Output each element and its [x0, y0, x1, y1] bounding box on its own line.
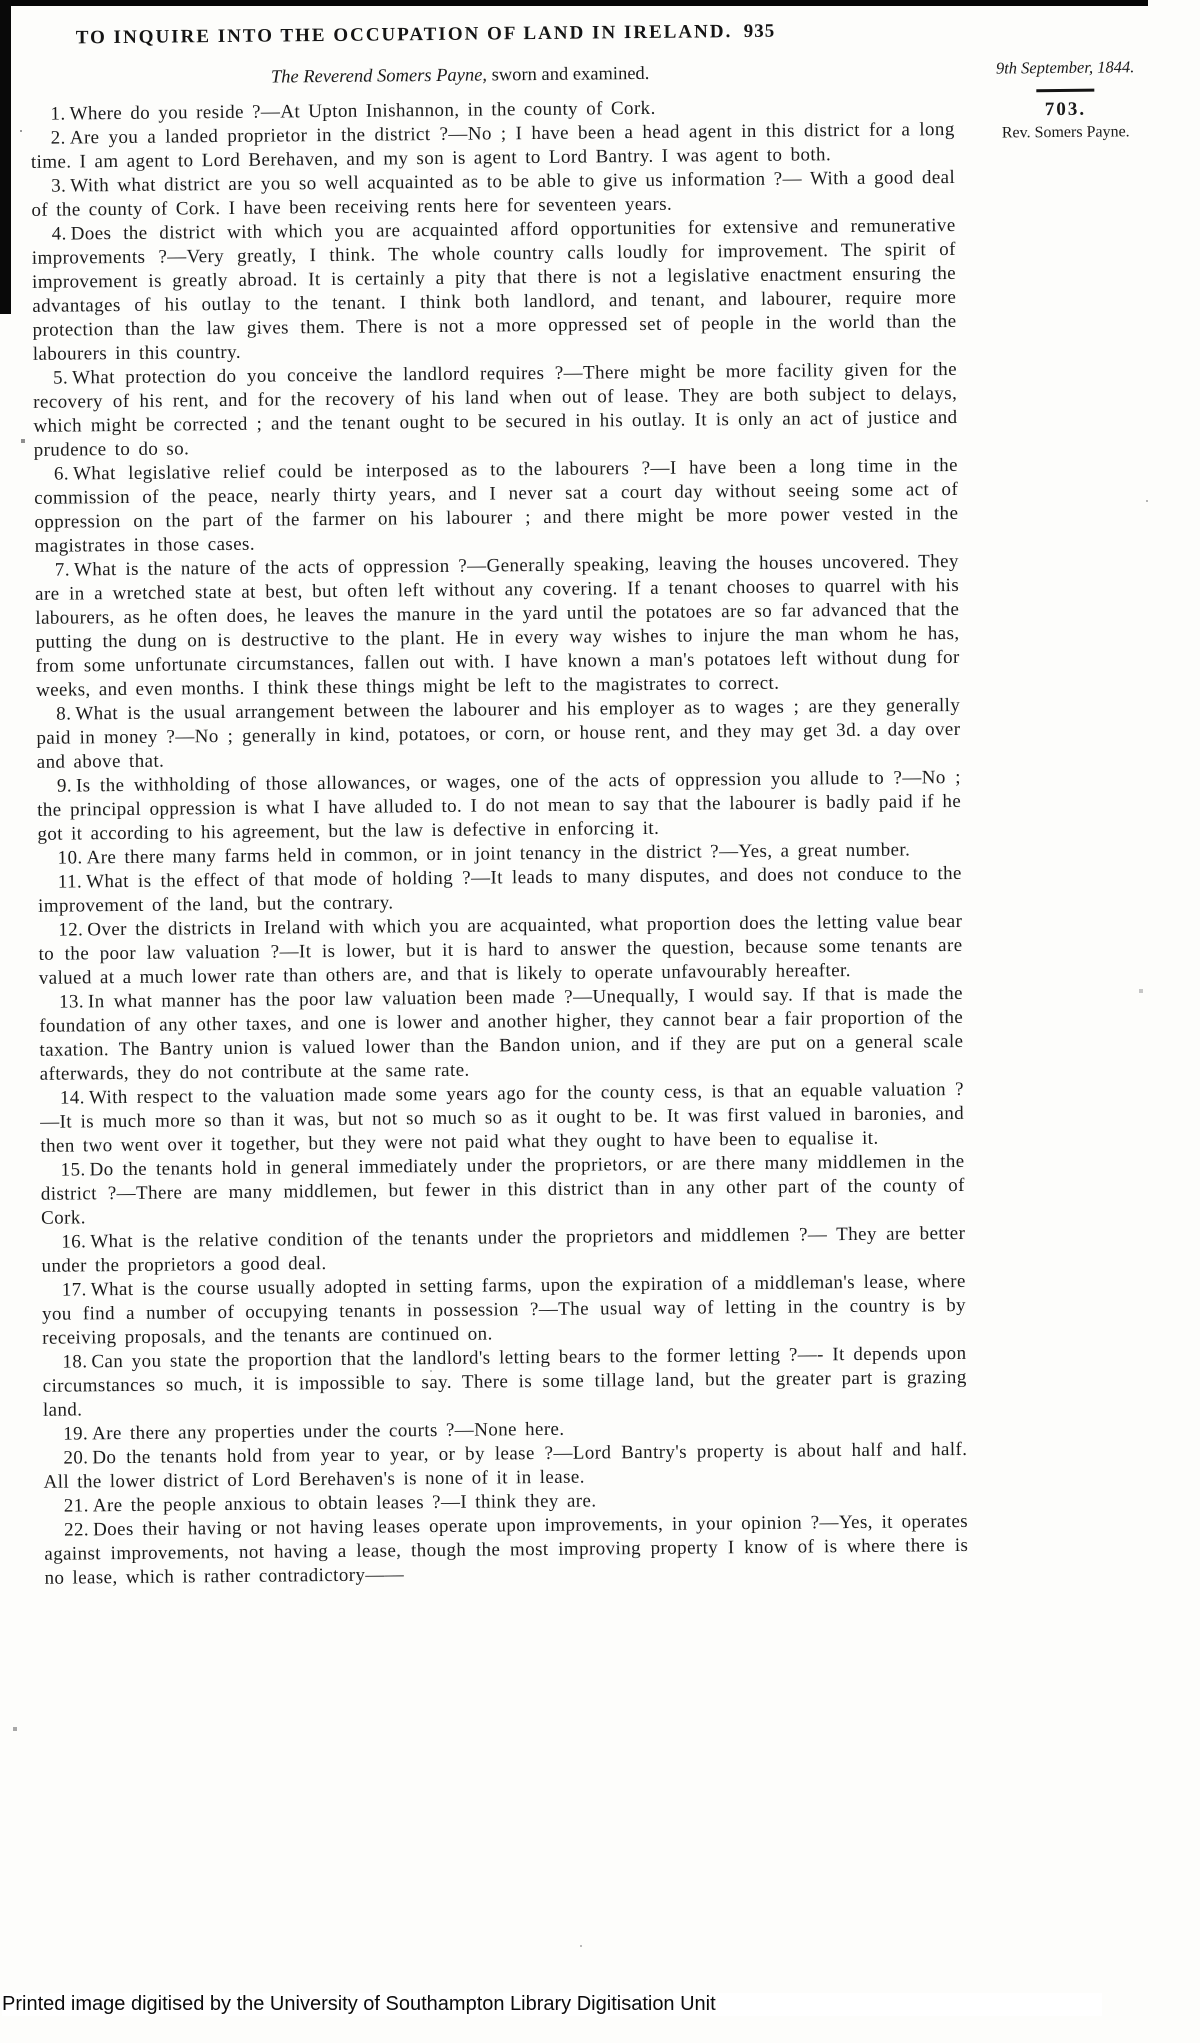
- qa-number: 16.: [61, 1231, 87, 1253]
- qa-text: Do the tenants hold from year to year, or by lease ?—Lord Bantry's property is about half and half. All the lower district of Lord Berehaven's is none of it in lease.: [43, 1438, 968, 1493]
- qa-text: Over the districts in Ireland with which you are acquainted, what proportion does the letting value bear to the poor law valuation ?—It is lower, but it is hard to answer the question, because some tenants are valued at a much lower rate than others are, and that is likely to operate unfavourably hereafter.: [38, 910, 963, 989]
- qa-number: 8.: [56, 703, 72, 725]
- qa-number: 15.: [60, 1159, 86, 1181]
- qa-item: [38, 910, 963, 991]
- witness-heading: [30, 62, 890, 91]
- qa-number: 18.: [62, 1351, 88, 1373]
- qa-number: 21.: [63, 1495, 89, 1517]
- qa-text: With respect to the valuation made some years ago for the county cess, is that an equable valuation ?—It is much more so than it was, but not so much so as it ought to be. It was first valued in baronies, and then two went over it together, but they were not paid what they ought to have been to equalise it.: [40, 1078, 965, 1157]
- qa-number: 14.: [59, 1087, 85, 1109]
- qa-item: [42, 1270, 967, 1351]
- qa-text: Are you a landed proprietor in the district ?—No ; I have been a head agent in this district for a long time. I am agent to Lord Berehaven, and my son is agent to Lord Bantry. I was agent to both.: [30, 118, 955, 173]
- qa-item: [33, 358, 958, 463]
- qa-text: With what district are you so well acquainted as to be able to give us information ?— With a good deal of the county of Cork. I have been receiving rents here for seventeen years.: [31, 166, 956, 221]
- qa-item: [36, 694, 961, 775]
- qa-number: 2.: [50, 127, 66, 149]
- qa-number: 20.: [63, 1447, 89, 1469]
- qa-text: Does the district with which you are acquainted afford opportunities for extensive and remunerative improvements ?—Very greatly, I think. The whole country calls loudly for improvement. The spirit of improvement is greatly abroad. It is certainly a pity that there is not a legislative enactment ensuring the advantages of his outlay to the tenant. I think both landlord, and tenant, and labourer, require more protection than the law gives them. There is not a more oppressed set of people in the world than the labourers in this country.: [31, 214, 957, 365]
- qa-text: What legislative relief could be interposed as to the labourers ?—I have been a long time in the commission of the peace, nearly thirty years, and I never sat a court day without seeing some act of oppression on the part of the farmer on his labourer ; and there might be more power vested in the magistrates in those cases.: [34, 454, 959, 557]
- qa-item: [44, 1510, 969, 1591]
- qa-item: [37, 766, 962, 847]
- qa-number: 9.: [56, 775, 73, 797]
- qa-item: [40, 1078, 965, 1159]
- qa-number: 10.: [57, 847, 83, 869]
- qa-number: 17.: [61, 1279, 87, 1301]
- qa-text: What is the nature of the acts of oppression ?—Generally speaking, leaving the houses uncovered. They are in a wretched state at best, but often left without any covering. If a tenant chooses to quarrel with his labourers, as he often does, he leaves the manure in the yard until the potatoes are so far advanced that the putting the dung on is destructive to the plant. He in every way wishes to injure the man whom he has, from some unfortunate circumstances, fallen out with. I have known a man's potatoes left without dung for weeks, and even months. I think these things might be left to the magistrates to correct.: [35, 550, 960, 701]
- qa-text: What is the relative condition of the tenants under the proprietors and middlemen ?— They are better under the proprietors a good deal.: [41, 1222, 966, 1277]
- qa-text: What is the course usually adopted in setting farms, upon the expiration of a middleman's lease, where you find a number of occupying tenants in possession ?—The usual way of letting in the country is by receiving proposals, and the tenants are continued on.: [41, 1270, 967, 1349]
- qa-text: Are there many farms held in common, or in joint tenancy in the district ?—Yes, a great number.: [86, 839, 911, 869]
- qa-number: 12.: [58, 919, 84, 941]
- margin-note: [962, 57, 1169, 143]
- qa-text: What is the usual arrangement between the labourer and his employer as to wages ; are they generally paid in money ?—No ; generally in kind, potatoes, or corn, or house rent, and they may get 3d. a day over and above that.: [36, 694, 961, 773]
- margin-reference-number: 703.: [1044, 98, 1087, 121]
- qa-number: 3.: [51, 175, 67, 197]
- margin-rule: [1036, 89, 1094, 93]
- qa-number: 5.: [52, 367, 69, 389]
- qa-item: [41, 1150, 966, 1231]
- qa-number: 13.: [58, 991, 85, 1013]
- witness-heading-rest: sworn and examined.: [486, 63, 650, 86]
- margin-date: 9th September, 1844.: [995, 57, 1135, 78]
- qa-number: 4.: [51, 223, 67, 245]
- qa-item: [35, 550, 960, 703]
- qa-text: Where do you reside ?—At Upton Inishannon, in the county of Cork.: [69, 97, 656, 125]
- qa-text: Does their having or not having leases operate upon improvements, in your opinion ?—Yes, it operates against improvements, not having a lease, though the most improving property I know of is where there is no lease, which is rather contradictory——: [44, 1510, 969, 1589]
- qa-number: 6.: [53, 463, 70, 485]
- margin-witness-name: Rev. Somers Payne.: [1001, 123, 1130, 142]
- qa-text: Can you state the proportion that the landlord's letting bears to the former letting ?—- It depends upon circumstances so much, it is impossible to say. There is some tillage land, but the greater part is grazing land.: [42, 1342, 967, 1421]
- qa-number: 11.: [57, 871, 83, 893]
- qa-text: Is the withholding of those allowances, or wages, one of the acts of oppression you allude to ?—No ; the principal oppression is what I have alluded to. I do not mean to say that the labourer is badly paid if he got it according to his agreement, but the law is defective in enforcing it.: [37, 766, 962, 845]
- qa-text: What protection do you conceive the landlord requires ?—There might be more facility given for the recovery of his rent, and for the recovery of his land when out of lease. They are both subject to delays, which might be corrected ; and the tenant ought to be secured in his outlay. It is only an act of justice and prudence to do so.: [33, 358, 958, 461]
- qa-item: [39, 982, 964, 1087]
- digitisation-footer: Printed image digitised by the University of Southampton Library Digitisation Unit: [2, 1993, 1102, 2016]
- qa-text: Are the people anxious to obtain leases ?—I think they are.: [92, 1490, 597, 1517]
- qa-text: Do the tenants hold in general immediately under the proprietors, or are there many middlemen in the district ?—There are many middlemen, but fewer in this district than in any other part of the county of Cork.: [40, 1150, 965, 1229]
- page-title: TO INQUIRE INTO THE OCCUPATION OF LAND IN IRELAND.: [75, 21, 733, 49]
- qa-number: 22.: [63, 1519, 90, 1541]
- page-number: 935: [743, 20, 776, 43]
- qa-item: [34, 454, 959, 559]
- qa-number: 19.: [63, 1423, 89, 1445]
- testimony-body: [30, 94, 968, 1591]
- qa-number: 7.: [54, 559, 71, 581]
- qa-text: In what manner has the poor law valuation been made ?—Unequally, I would say. If that is made the foundation of any other taxes, and one is lower and another higher, they cannot bear a fair proportion of the taxation. The Bantry union is valued lower than the Bandon union, and if they are put on a general scale afterwards, they do not contribute at the same rate.: [39, 982, 964, 1085]
- qa-item: [32, 214, 957, 367]
- qa-number: 1.: [50, 103, 66, 125]
- qa-text: Are there any properties under the courts ?—None here.: [92, 1418, 565, 1445]
- qa-item: [42, 1342, 967, 1423]
- witness-name-italic: The Reverend Somers Payne,: [270, 65, 488, 88]
- qa-text: What is the effect of that mode of holding ?—It leads to many disputes, and does not conduce to the improvement of the land, but the contrary.: [37, 862, 962, 917]
